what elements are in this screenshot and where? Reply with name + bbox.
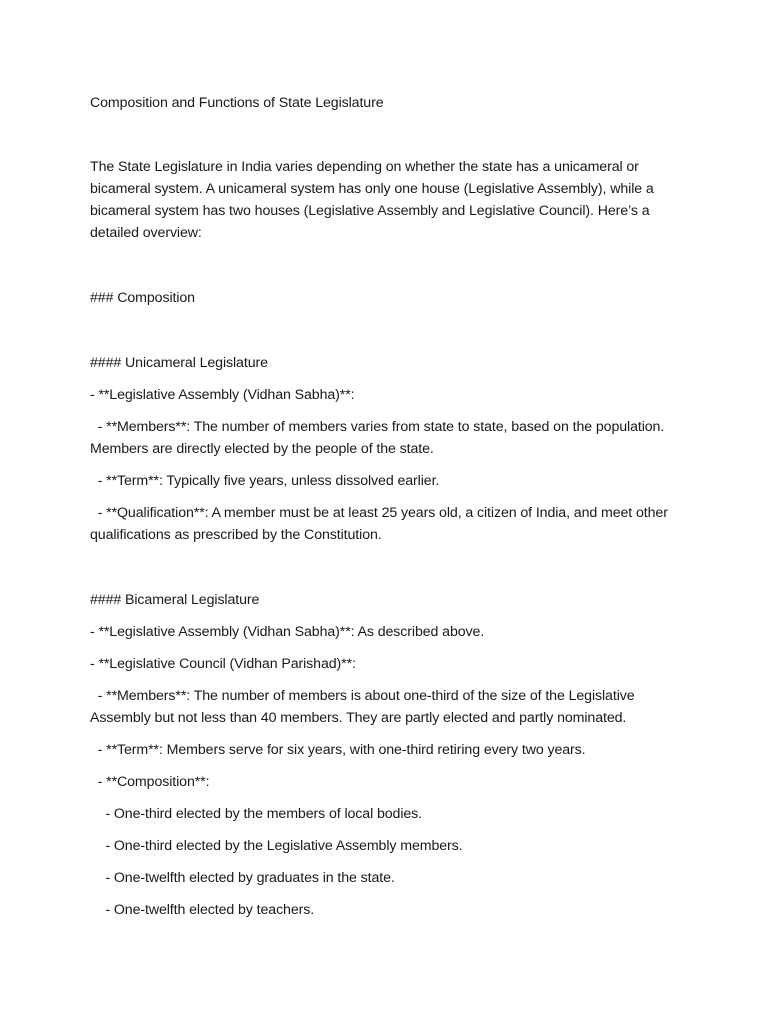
unicameral-heading: #### Unicameral Legislature xyxy=(90,355,268,371)
unicameral-assembly-item: - **Legislative Assembly (Vidhan Sabha)**: xyxy=(90,387,355,403)
composition-list-item: - One-twelfth elected by teachers. xyxy=(90,902,315,918)
document-title: Composition and Functions of State Legislature xyxy=(90,95,384,111)
bicameral-council-item: - **Legislative Council (Vidhan Parishad)**: xyxy=(90,656,356,672)
spacer xyxy=(90,793,680,803)
composition-list-item: - One-third elected by the Legislative Assembly members. xyxy=(90,838,463,854)
spacer xyxy=(90,374,680,384)
spacer xyxy=(90,492,680,502)
document-body xyxy=(90,92,680,921)
composition-list-item: - One-third elected by the members of local bodies. xyxy=(90,806,423,822)
intro-paragraph: The State Legislature in India varies depending on whether the state has a unicameral or bicameral system. A unicameral system has only one house (Legislative Assembly), while a bicameral system has two houses (Legislative Assembly and Legislative Council). Here’s a detailed overview: xyxy=(90,159,658,241)
unicameral-qualification-item: - **Qualification**: A member must be at least 25 years old, a citizen of India, and meet other qualifications as prescribed by the Constitution. xyxy=(90,505,672,543)
spacer xyxy=(90,611,680,621)
unicameral-term-item: - **Term**: Typically five years, unless dissolved earlier. xyxy=(90,473,440,489)
spacer xyxy=(90,889,680,899)
spacer xyxy=(90,729,680,739)
spacer xyxy=(90,643,680,653)
spacer xyxy=(90,309,680,352)
composition-list-item: - One-twelfth elected by graduates in the state. xyxy=(90,870,395,886)
spacer xyxy=(90,675,680,685)
spacer xyxy=(90,761,680,771)
bicameral-term-item: - **Term**: Members serve for six years, with one-third retiring every two years. xyxy=(90,742,586,758)
bicameral-assembly-item: - **Legislative Assembly (Vidhan Sabha)**: As described above. xyxy=(90,624,485,640)
spacer xyxy=(90,825,680,835)
spacer xyxy=(90,857,680,867)
bicameral-members-item: - **Members**: The number of members is about one-third of the size of the Legislative Assembly but not less than 40 members. They are partly elected and partly nominated. xyxy=(90,688,638,726)
composition-heading: ### Composition xyxy=(90,290,195,306)
spacer xyxy=(90,546,680,589)
bicameral-composition-item: - **Composition**: xyxy=(90,774,210,790)
unicameral-members-item: - **Members**: The number of members varies from state to state, based on the population. Members are directly elected by the people of the state. xyxy=(90,419,669,457)
spacer xyxy=(90,114,680,156)
bicameral-heading: #### Bicameral Legislature xyxy=(90,592,260,608)
spacer xyxy=(90,244,680,287)
spacer xyxy=(90,460,680,470)
spacer xyxy=(90,406,680,416)
